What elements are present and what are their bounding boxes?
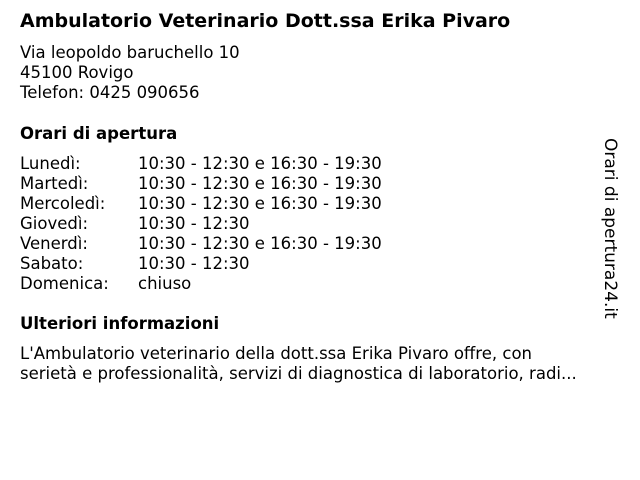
business-address: [20, 43, 240, 103]
day-label: Domenica:: [20, 274, 109, 293]
address-street: Via leopoldo baruchello 10: [20, 43, 240, 62]
day-hours: 10:30 - 12:30: [138, 214, 250, 233]
business-name: Ambulatorio Veterinario Dott.ssa Erika Pivaro: [20, 10, 511, 32]
opening-hours-heading: Orari di apertura: [20, 124, 178, 143]
day-label: Giovedì:: [20, 214, 88, 233]
day-label: Lunedì:: [20, 154, 81, 173]
site-watermark: Orari di apertura24.it: [600, 138, 620, 319]
business-description: [20, 344, 620, 384]
day-hours: 10:30 - 12:30: [138, 254, 250, 273]
day-hours: 10:30 - 12:30 e 16:30 - 19:30: [138, 174, 382, 193]
phone-number: Telefon: 0425 090656: [20, 83, 200, 102]
day-label: Venerdì:: [20, 234, 88, 253]
day-label: Martedì:: [20, 174, 89, 193]
day-label: Sabato:: [20, 254, 84, 273]
description-line: serietà e professionalità, servizi di diagnostica di laboratorio, radi...: [20, 364, 577, 383]
description-line: L'Ambulatorio veterinario della dott.ssa Erika Pivaro offre, con: [20, 344, 532, 363]
day-hours: chiuso: [138, 274, 192, 293]
day-hours: 10:30 - 12:30 e 16:30 - 19:30: [138, 194, 382, 213]
more-info-heading: Ulteriori informazioni: [20, 314, 220, 333]
address-city: 45100 Rovigo: [20, 63, 134, 82]
day-hours: 10:30 - 12:30 e 16:30 - 19:30: [138, 234, 382, 253]
day-hours: 10:30 - 12:30 e 16:30 - 19:30: [138, 154, 382, 173]
day-label: Mercoledì:: [20, 194, 106, 213]
